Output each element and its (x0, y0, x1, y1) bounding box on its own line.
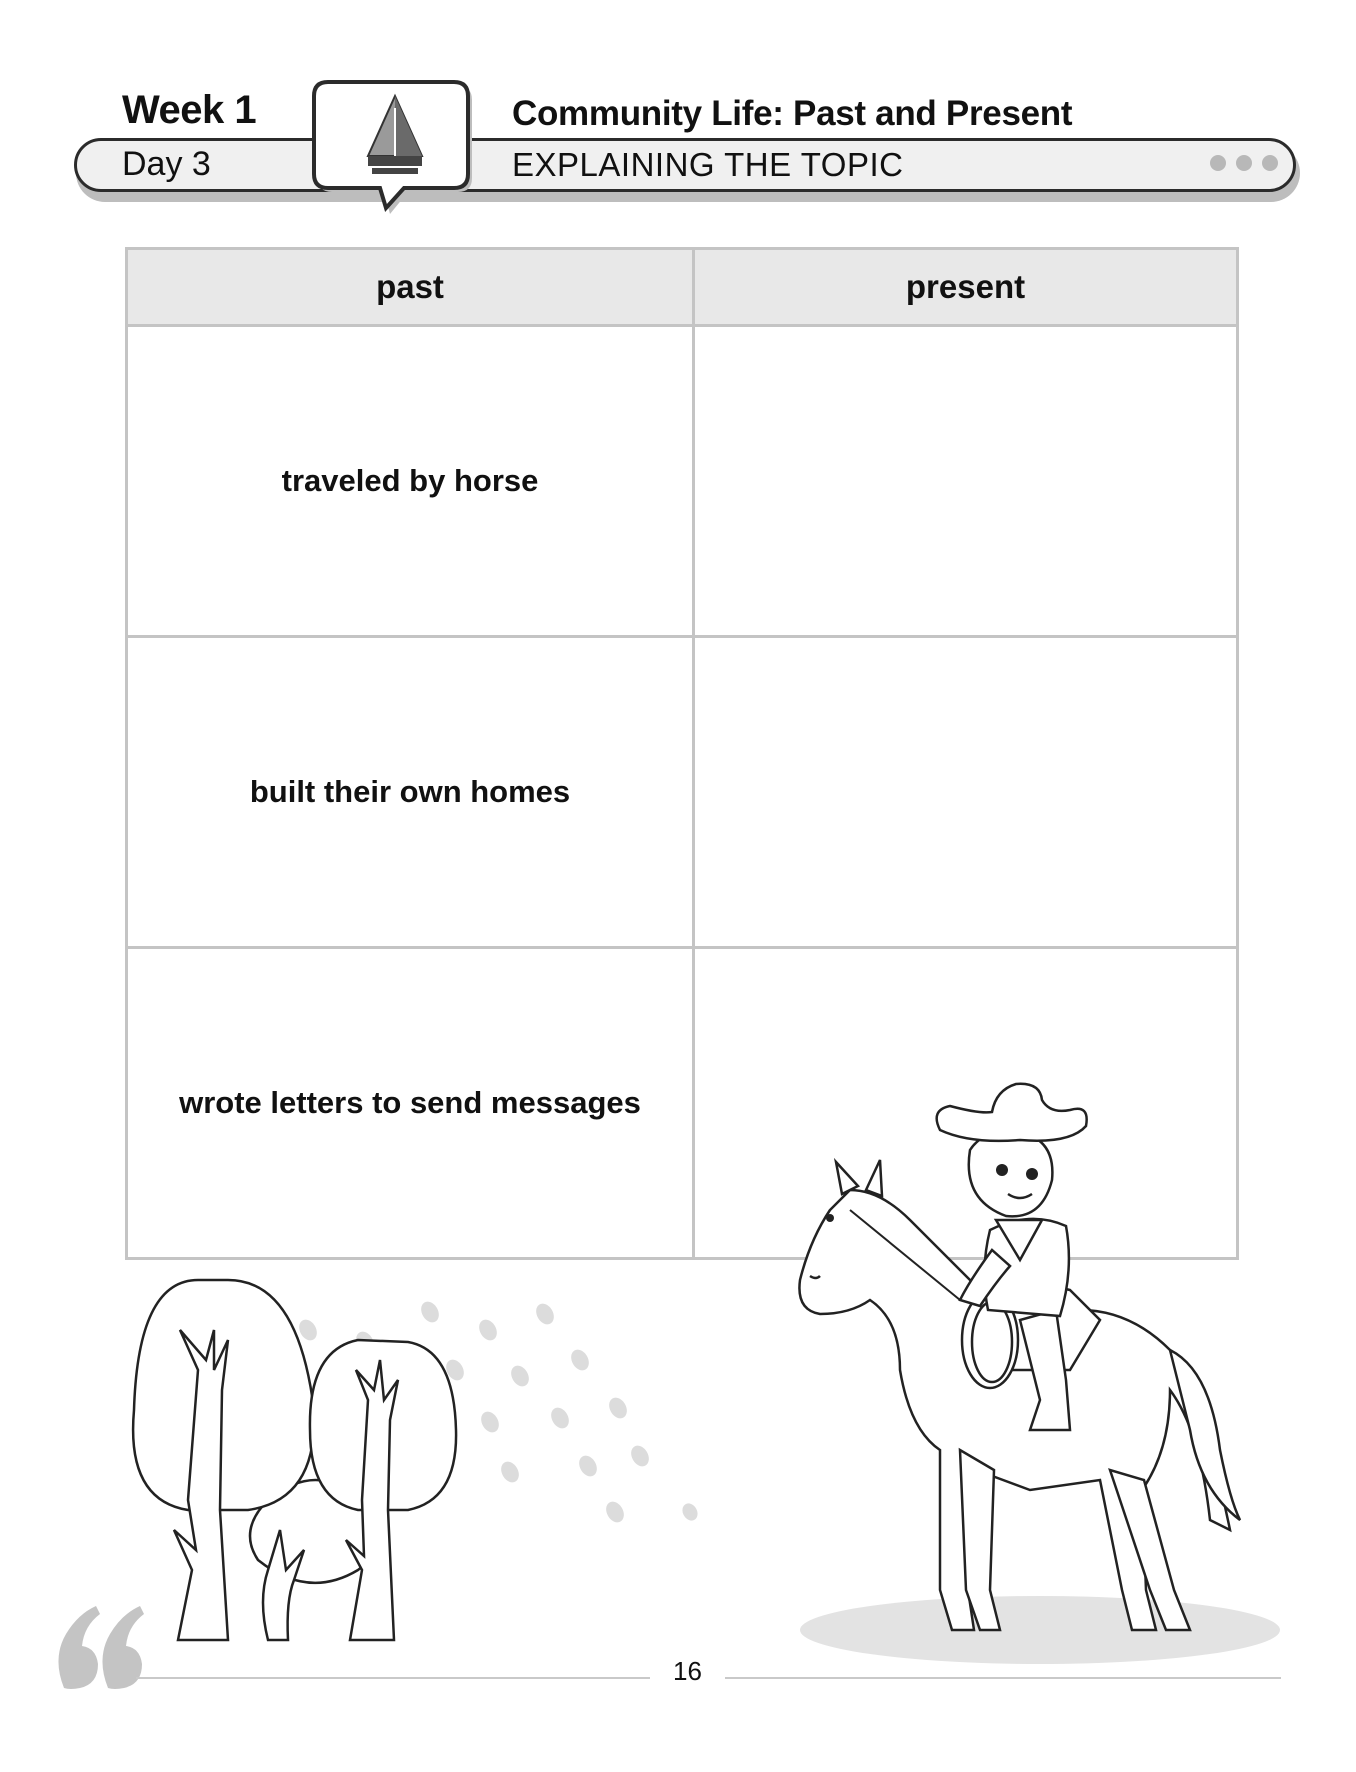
page-number: 16 (673, 1656, 702, 1686)
past-cell: built their own homes (127, 637, 694, 948)
column-header-past: past (127, 249, 694, 326)
table-row (127, 637, 1238, 948)
header-dots (1210, 155, 1278, 171)
table-row (127, 326, 1238, 637)
past-cell: wrote letters to send messages (127, 948, 694, 1259)
week-label: Week 1 (122, 88, 257, 132)
dot-icon (1236, 155, 1252, 171)
cowboy-on-horse-illustration (770, 1070, 1290, 1680)
dot-icon (1262, 155, 1278, 171)
day-label: Day 3 (122, 145, 211, 183)
quote-mark-icon (56, 1598, 152, 1698)
page-title: Community Life: Past and Present (512, 94, 1073, 133)
present-cell[interactable] (694, 637, 1238, 948)
trees-illustration (118, 1270, 498, 1650)
dot-icon (1210, 155, 1226, 171)
present-cell[interactable] (694, 326, 1238, 637)
footer-rule-right (725, 1677, 1281, 1679)
column-header-present: present (694, 249, 1238, 326)
page-subtitle: EXPLAINING THE TOPIC (512, 146, 904, 183)
pencil-tip-icon (310, 78, 480, 218)
past-cell: traveled by horse (127, 326, 694, 637)
footer-rule-left (136, 1677, 650, 1679)
